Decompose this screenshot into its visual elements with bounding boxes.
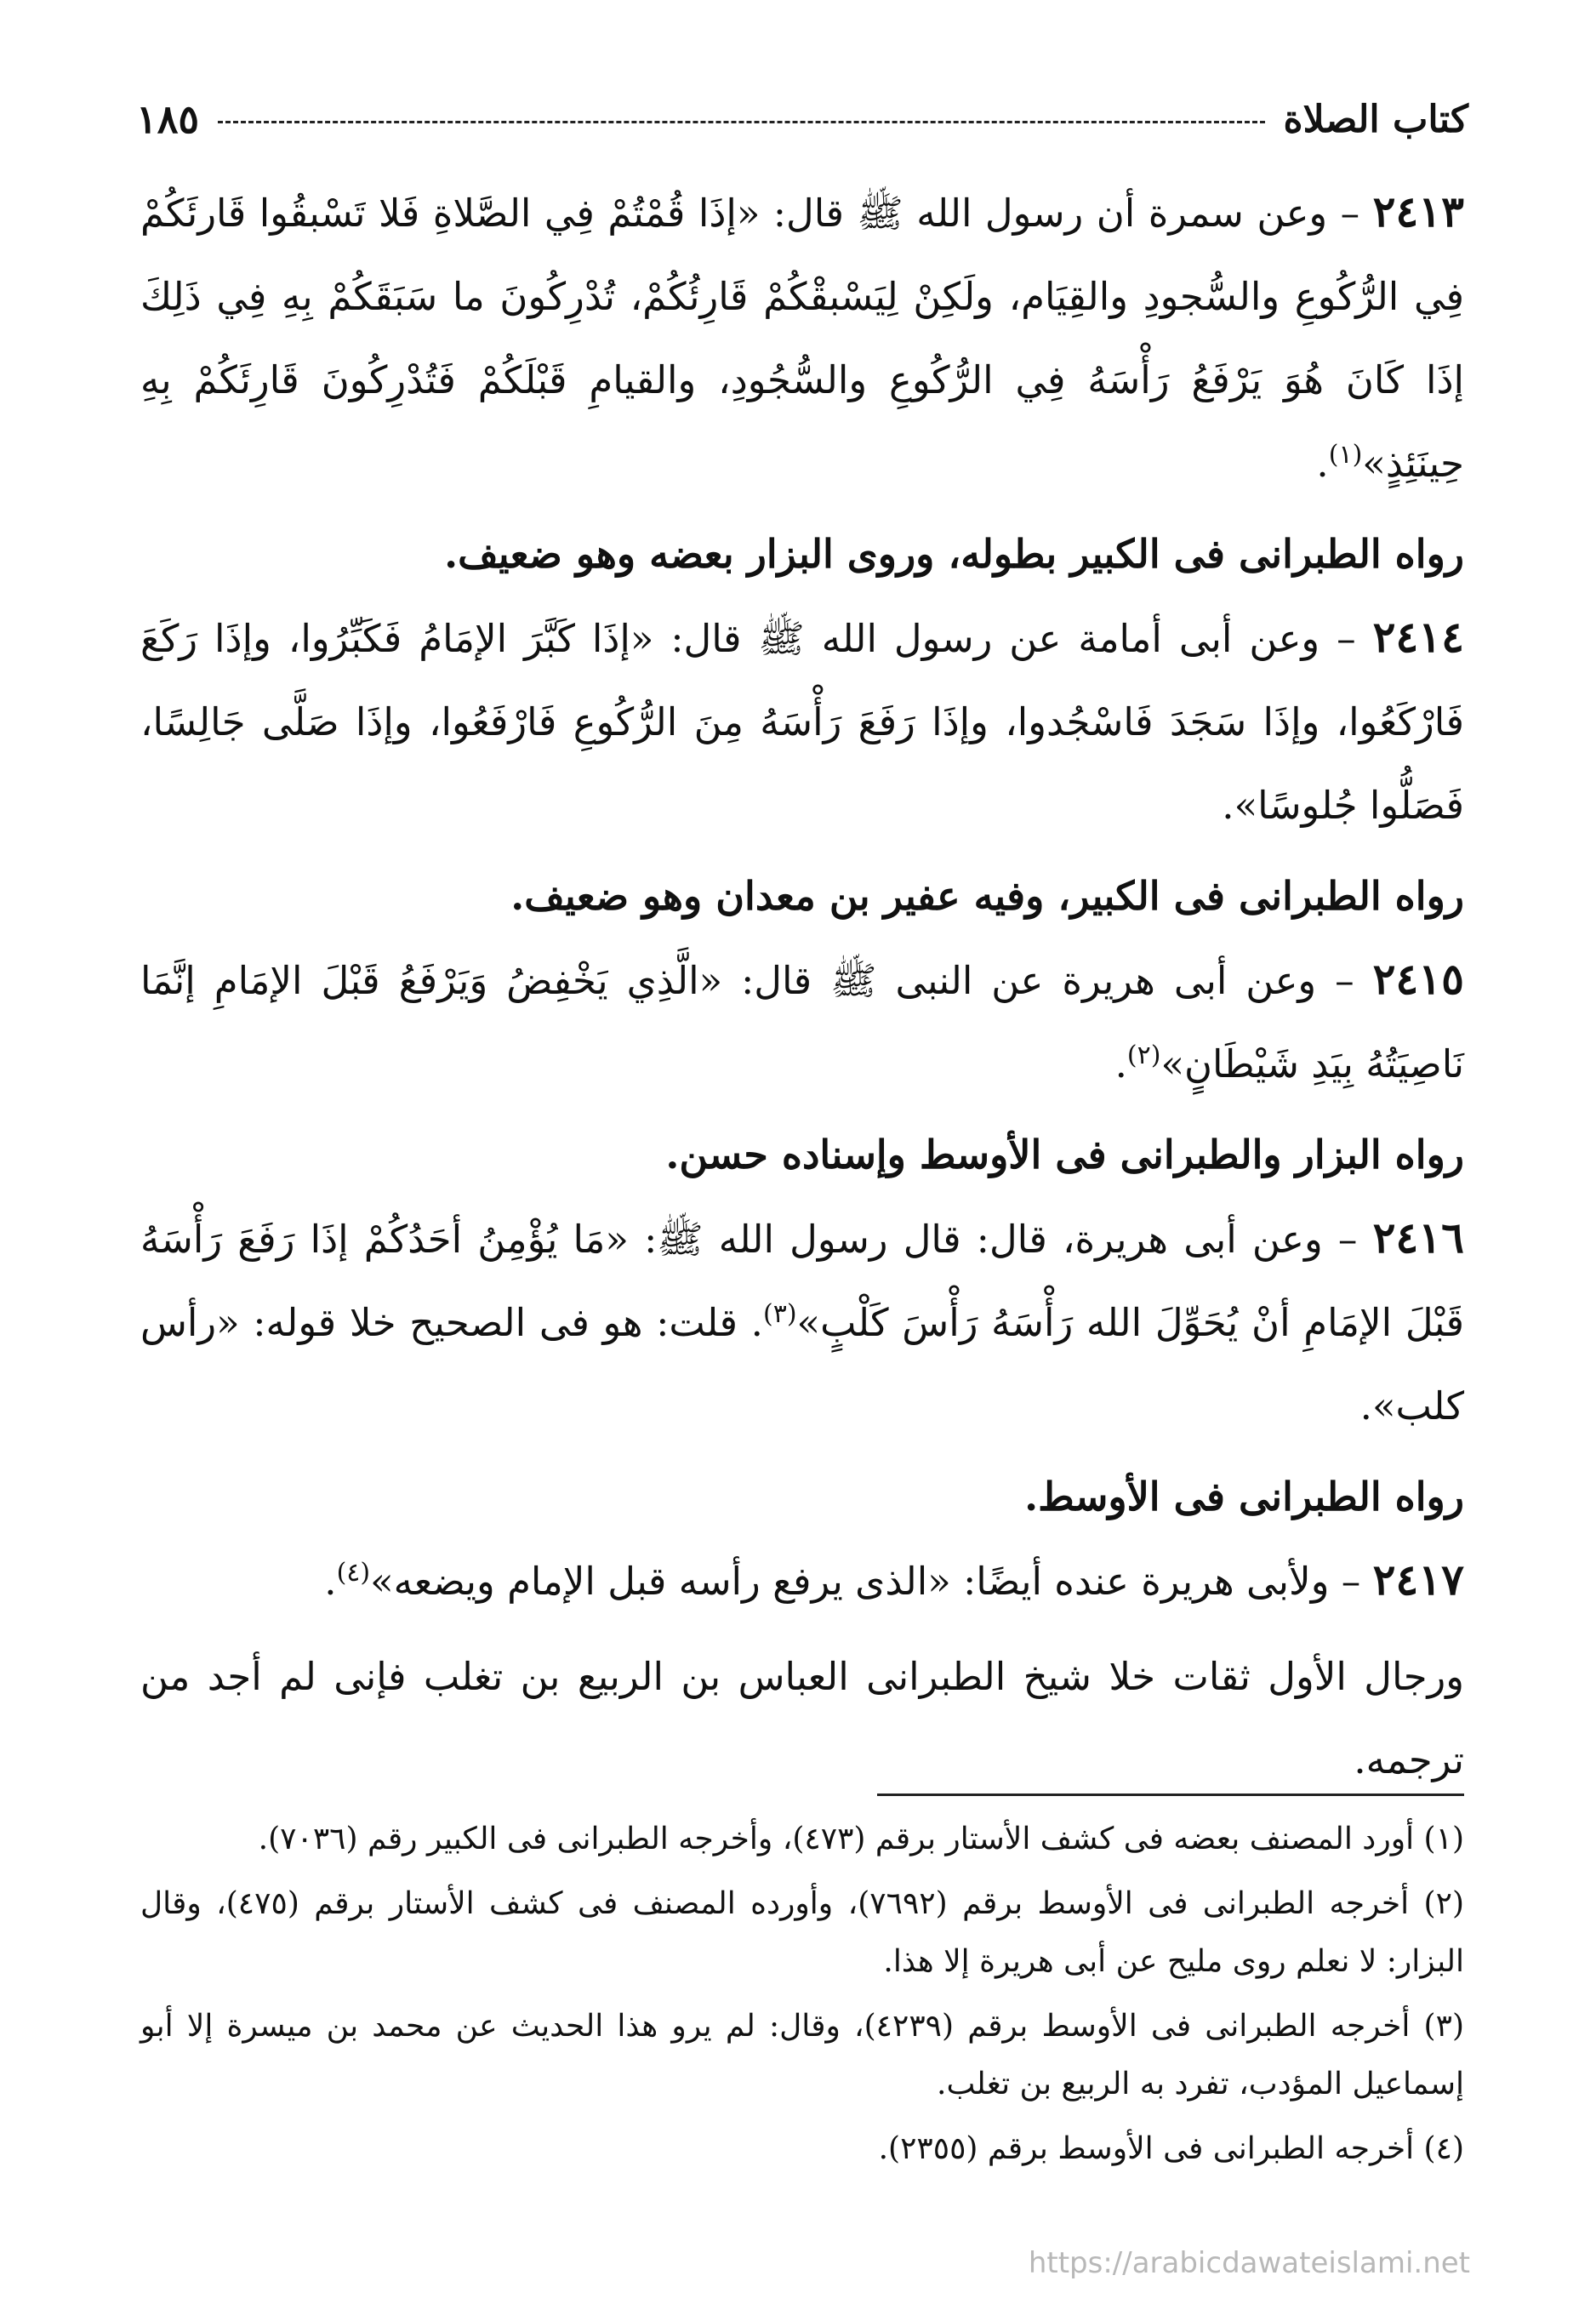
running-header [136,85,1468,153]
footnote-ref: (٤) [336,1558,371,1588]
hadith-2417 [140,1538,1464,1623]
hadith-text: – ولأبى هريرة عنده أيضًا: «الذى يرفع رأسه قبل الإمام ويضعه» [370,1559,1361,1604]
hadith-2415 [140,938,1464,1106]
hadith-source: رواه الطبرانى فى الأوسط. [1024,1474,1464,1520]
footnote-1: (١) أورد المصنف بعضه فى كشف الأستار برقم (٤٧٣)، وأخرجه الطبرانى فى الكبير رقم (٧٠٣٦). [258,1822,1464,1856]
closing-note: ورجال الأول ثقات خلا شيخ الطبرانى العباس بن الربيع بن تغلب فإنى لم أجد من ترجمه. [140,1654,1464,1782]
footnote-4: (٤) أخرجه الطبرانى فى الأوسط برقم (٢٣٥٥). [878,2131,1464,2166]
hadith-end: . [324,1559,337,1604]
hadith-end: . [1114,1041,1127,1086]
watermark-url: https://arabicdawateislami.net [1028,2246,1470,2280]
hadith-number: ٢٤١٣ [1372,186,1464,237]
hadith-text: – وعن أبى هريرة، قال: قال رسول الله ﷺ: «مَا يُؤْمِنُ أحَدُكُمْ إذَا رَفَعَ رَأْسَهُ قَبْلَ الإمَامِ أنْ يُحَوِّلَ الله رَأْسَهُ رَأْسَ كَلْبٍ» [140,1217,1464,1345]
hadith-2413 [140,170,1464,505]
hadith-text: – وعن سمرة أن رسول الله ﷺ قال: «إذَا قُمْتُمْ فِي الصَّلاةِ فَلا تَسْبقُوا قَارئَكُمْ فِي الرُّكُوعِ والسُّجودِ والقِيَام، ولَكِنْ لِيَسْبقْكُمْ قَارِئُكُمْ، تُدْرِكُونَ ما سَبَقَكُمْ بِهِ فِي ذَلِكَ إذَا كَانَ هُوَ يَرْفَعُ رَأْسَهُ فِي الرُّكُوعِ والسُّجُودِ، والقيامِ قَبْلَكُمْ فَتُدْرِكُونَ قَارِئَكُمْ بِهِ حِينَئِذٍ» [140,191,1464,486]
hadith-source: رواه الطبرانى فى الكبير بطوله، وروى البزار بعضه وهو ضعيف. [444,531,1464,577]
hadith-end: . قلت: هو فى الصحيح خلا قوله: «رأس كلب». [140,1300,1464,1429]
footnote-ref: (١) [1328,440,1363,470]
header-dash-rule [218,121,1264,123]
hadith-number: ٢٤١٦ [1372,1212,1464,1263]
hadith-2414 [140,596,1464,847]
main-text [140,170,1464,1802]
hadith-source: رواه الطبرانى فى الكبير، وفيه عفير بن معدان وهو ضعيف. [510,873,1464,919]
hadith-source: رواه البزار والطبرانى فى الأوسط وإسناده حسن. [665,1132,1464,1178]
hadith-end: . [1316,441,1329,486]
footnote-separator [877,1794,1464,1796]
hadith-number: ٢٤١٥ [1372,954,1464,1004]
book-title: كتاب الصلاة [1283,97,1468,141]
hadith-2416 [140,1196,1464,1448]
footnote-ref: (٣) [762,1299,797,1329]
hadith-text: – وعن أبى أمامة عن رسول الله ﷺ قال: «إذَا كَبَّرَ الإمَامُ فَكَبِّرُوا، وإذَا رَكَعَ فَارْكَعُوا، وإذَا سَجَدَ فَاسْجُدوا، وإذَا رَفَعَ رَأْسَهُ مِنَ الرُّكُوعِ فَارْفَعُوا، وإذَا صَلَّى جَالِسًا، فَصَلُّوا جُلوسًا». [140,616,1464,828]
footnote-ref: (٢) [1126,1041,1161,1070]
hadith-number: ٢٤١٤ [1372,612,1464,662]
footnotes [140,1811,1464,2185]
hadith-number: ٢٤١٧ [1372,1554,1464,1605]
hadith-text: – وعن أبى هريرة عن النبى ﷺ قال: «الَّذِي يَخْفِضُ وَيَرْفَعُ قَبْلَ الإمَامِ إنَّمَا نَاصِيَتُهُ بِيَدِ شَيْطَانٍ» [140,958,1464,1086]
footnote-3: (٣) أخرجه الطبرانى فى الأوسط برقم (٤٢٣٩)، وقال: لم يرو هذا الحديث عن محمد بن ميسرة إلا أبو إسماعيل المؤدب، تفرد به الربيع بن تغلب. [140,2009,1464,2101]
footnote-2: (٢) أخرجه الطبرانى فى الأوسط برقم (٧٦٩٢)، وأورده المصنف فى كشف الأستار برقم (٤٧٥)، وقال البزار: لا نعلم روى مليح عن أبى هريرة إلا هذا. [140,1886,1464,1979]
page-number: ١٨٥ [136,96,200,142]
